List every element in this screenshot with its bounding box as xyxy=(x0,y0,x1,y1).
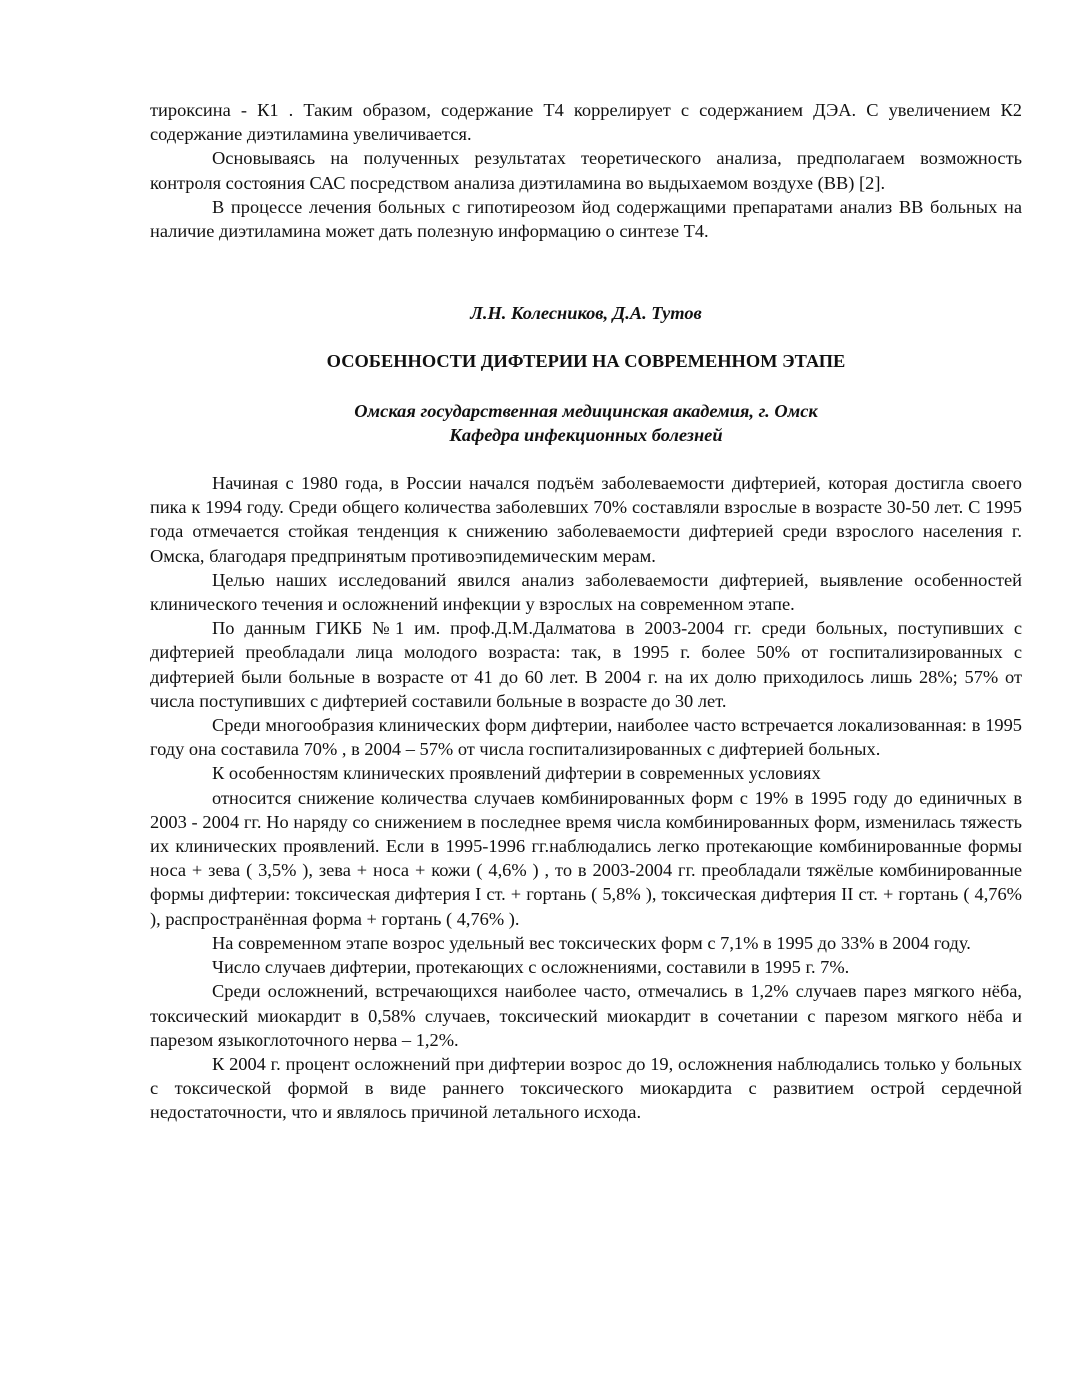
body-paragraph: Среди многообразия клинических форм дифтерии, наиболее часто встречается локализованная: в 1995 году она составила 70% , в 2004 – 57% от числа госпитализированных с дифтерией больных. xyxy=(150,715,1022,760)
article-authors: Л.Н. Колесников, Д.А. Тутов xyxy=(470,303,702,324)
body-paragraph: Среди осложнений, встречающихся наиболее часто, отмечались в 1,2% случаев парез мягкого нёба, токсический миокардит в 0,58% случаев, токсический миокардит в сочетании с парезом мягкого нёба и парезом языкоглоточного нерва – 1,2%. xyxy=(150,981,1022,1050)
intro-paragraph: В процессе лечения больных с гипотиреозом йод содержащими препаратами анализ ВВ больных на наличие диэтиламина может дать полезную информацию о синтезе Т4. xyxy=(150,196,1022,242)
body-paragraph: относится снижение количества случаев комбинированных форм с 19% в 1995 году до единичных в 2003 - 2004 гг. Но наряду со снижением в последнее время числа комбинированных форм, изменилась тяжесть их клинических проявлений. Если в 1995-1996 гг.наблюдались легко протекающие комбинированные формы носа + зева ( 3,5% ), зева + носа + кожи ( 4,6% ) , то в 2003-2004 гг. преобладали тяжёлые комбинированные формы дифтерии: токсическая дифтерия I ст. + гортань ( 5,8% ), токсическая дифтерия II ст. + гортань ( 4,76% ), распространённая форма + гортань ( 4,76% ). xyxy=(150,787,1022,929)
body-paragraph: К 2004 г. процент осложнений при дифтерии возрос до 19, осложнения наблюдались только у больных с токсической формой в виде раннего токсического миокардита с развитием острой сердечной недостаточности, что и являлось причиной летального исхода. xyxy=(150,1053,1022,1123)
intro-section xyxy=(150,98,1022,243)
body-paragraph: Число случаев дифтерии, протекающих с осложнениями, составили в 1995 г. 7%. xyxy=(212,957,850,978)
body-paragraph: По данным ГИКБ №1 им. проф.Д.М.Далматова в 2003-2004 гг. среди больных, поступивших с дифтерией преобладали лица молодого возраста: так, в 1995 г. более 50% от госпитализированных с дифтерией были больные в возрасте от 41 до 60 лет. В 2004 г. на их долю приходилось лишь 28%; 57% от числа поступивших с дифтерией составили больные в возрасте до 30 лет. xyxy=(150,618,1022,711)
body-paragraph: На современном этапе возрос удельный вес токсических форм с 7,1% в 1995 до 33% в 2004 году. xyxy=(212,932,971,953)
intro-paragraph: Основываясь на полученных результатах теоретического анализа, предполагаем возможность контроля состояния САС посредством анализа диэтиламина во выдыхаемом воздухе (ВВ) [2]. xyxy=(150,148,1022,193)
body-paragraph: Начиная с 1980 года, в России начался подъём заболеваемости дифтерией, которая достигла своего пика к 1994 году. Среди общего количества заболевших 70% составляли взрослые в возрасте 30-50 лет. С 1995 года отмечается стойкая тенденция к снижению заболеваемости дифтерией среди взрослого населения г. Омска, благодаря предпринятым противоэпидемическим мерам. xyxy=(150,473,1022,566)
body-paragraph: Целью наших исследований явился анализ заболеваемости дифтерией, выявление особенностей клинического течения и осложнений инфекции у взрослых на современном этапе. xyxy=(150,569,1022,615)
affiliation-institution: Омская государственная медицинская академия, г. Омск xyxy=(354,400,818,421)
body-paragraph: К особенностям клинических проявлений дифтерии в современных условиях xyxy=(212,763,821,784)
article-affiliation xyxy=(150,399,1022,447)
intro-paragraph: тироксина - К1 . Таким образом, содержание Т4 коррелирует с содержанием ДЭА. С увеличением К2 содержание диэтиламина увеличивается. xyxy=(150,100,1022,145)
affiliation-department: Кафедра инфекционных болезней xyxy=(449,424,723,445)
article-body xyxy=(150,471,1022,1124)
document-page xyxy=(150,98,1022,1125)
article-title: ОСОБЕННОСТИ ДИФТЕРИИ НА СОВРЕМЕННОМ ЭТАПЕ xyxy=(326,351,846,372)
